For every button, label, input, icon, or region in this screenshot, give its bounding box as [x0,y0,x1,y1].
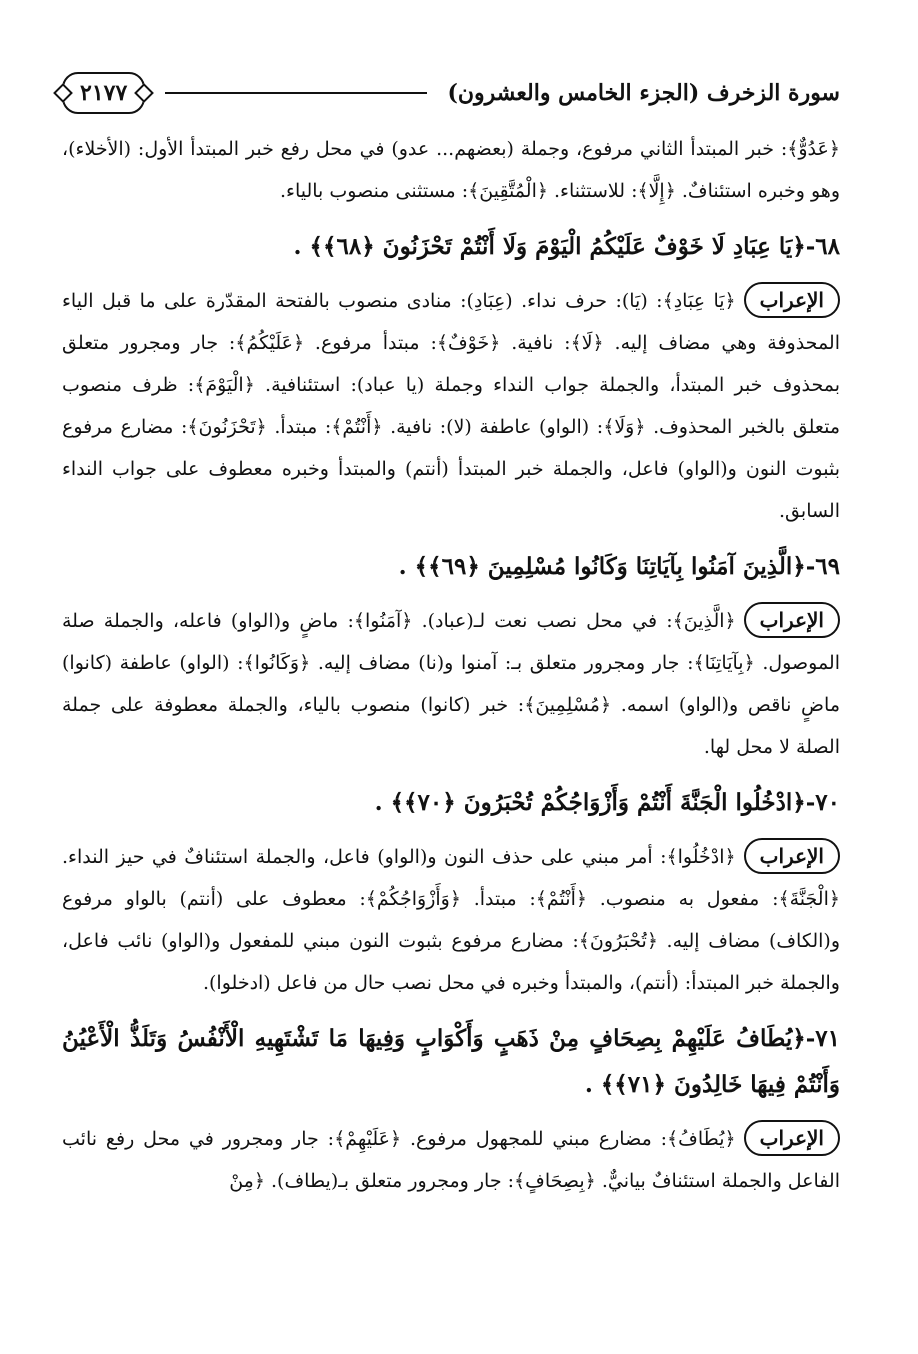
verse-71: ٧١-﴿يُطَافُ عَلَيْهِمْ بِصِحَافٍ مِنْ ذَهَبٍ وَأَكْوَابٍ وَفِيهَا مَا تَشْتَهِيهِ الْأَنْفُسُ وَتَلَذُّ الْأَعْيُنُ وَأَنْتُمْ فِيهَا خَالِدُونَ ﴿٧١﴾﴾ . [62,1025,840,1098]
verse-68: ٦٨-﴿يَا عِبَادِ لَا خَوْفٌ عَلَيْكُمُ الْيَوْمَ وَلَا أَنْتُمْ تَحْزَنُونَ ﴿٦٨﴾﴾ . [293,233,840,260]
irab-label: الإعراب [744,282,840,318]
irab-text: ﴿يَا عِبَادِ﴾: (يَا): حرف نداء. (عِبَادِ): منادى منصوب بالفتحة المقدّرة على ما قبل الياء المحذوفة وهي مضاف إليه. ﴿لَا﴾: نافية. ﴿خَوْفٌ﴾: مبتدأ مرفوع. ﴿عَلَيْكُمُ﴾: جار ومجرور متعلق بمحذوف خبر المبتدأ، والجملة جواب النداء وجملة (يا عباد): استئنافية. ﴿الْيَوْمَ﴾: ظرف منصوب متعلق بالخبر المحذوف. ﴿وَلَا﴾: (الواو) عاطفة (لا): نافية. ﴿أَنْتُمْ﴾: مبتدأ. ﴿تَحْزَنُونَ﴾: مضارع مرفوع بثبوت النون و(الواو) فاعل، والجملة خبر المبتدأ (أنتم) والمبتدأ وخبره معطوف على جواب النداء السابق. [62,290,840,522]
irab-71 [62,1118,840,1202]
irab-label: الإعراب [744,838,840,874]
irab-label: الإعراب [744,1120,840,1156]
irab-text: ﴿يُطَافُ﴾: مضارع مبني للمجهول مرفوع. ﴿عَلَيْهِمْ﴾: جار ومجرور في محل رفع نائب الفاعل والجملة استئنافٌ بيانيٌّ. ﴿بِصِحَافٍ﴾: جار ومجرور متعلق بـ(يطاف). ﴿مِنْ [62,1128,840,1192]
running-title: سورة الزخرف (الجزء الخامس والعشرون) [447,80,840,106]
page-number: ٢١٧٧ [62,72,145,114]
verse-70: ٧٠-﴿ادْخُلُوا الْجَنَّةَ أَنْتُمْ وَأَزْوَاجُكُمْ تُحْبَرُونَ ﴿٧٠﴾﴾ . [374,789,840,816]
header-rule [165,92,427,94]
irab-68 [62,280,840,532]
irab-69 [62,600,840,768]
page-header [62,66,840,120]
intro-paragraph: ﴿عَدُوٌّ﴾: خبر المبتدأ الثاني مرفوع، وجملة (بعضهم... عدو) في محل رفع خبر المبتدأ الأول: (الأخلاء)، وهو وخبره استئنافٌ. ﴿إِلَّا﴾: للاستثناء. ﴿الْمُتَّقِينَ﴾: مستثنى منصوب بالياء. [62,138,840,202]
irab-label: الإعراب [744,602,840,638]
irab-text: ﴿الَّذِينَ﴾: في محل نصب نعت لـ(عباد). ﴿آمَنُوا﴾: ماضٍ و(الواو) فاعله، والجملة صلة الموصول. ﴿بِآيَاتِنَا﴾: جار ومجرور متعلق بـ: آمنوا و(نا) مضاف إليه. ﴿وَكَانُوا﴾: (الواو) عاطفة (كانوا) ماضٍ ناقص و(الواو) اسمه. ﴿مُسْلِمِينَ﴾: خبر (كانوا) منصوب بالياء، والجملة معطوفة على جملة الصلة لا محل لها. [62,610,840,758]
verse-69: ٦٩-﴿الَّذِينَ آمَنُوا بِآيَاتِنَا وَكَانُوا مُسْلِمِينَ ﴿٦٩﴾﴾ . [398,553,840,580]
irab-70 [62,836,840,1004]
irab-text: ﴿ادْخُلُوا﴾: أمر مبني على حذف النون و(الواو) فاعل، والجملة استئنافٌ في حيز النداء. ﴿الْجَنَّةَ﴾: مفعول به منصوب. ﴿أَنْتُمْ﴾: مبتدأ. ﴿وَأَزْوَاجُكُمْ﴾: معطوف على (أنتم) بالواو مرفوع و(الكاف) مضاف إليه. ﴿تُحْبَرُونَ﴾: مضارع مرفوع بثبوت النون مبني للمفعول و(الواو) نائب فاعل، والجملة خبر المبتدأ: (أنتم)، والمبتدأ وخبره في محل نصب حال من فاعل (ادخلوا). [62,846,840,994]
